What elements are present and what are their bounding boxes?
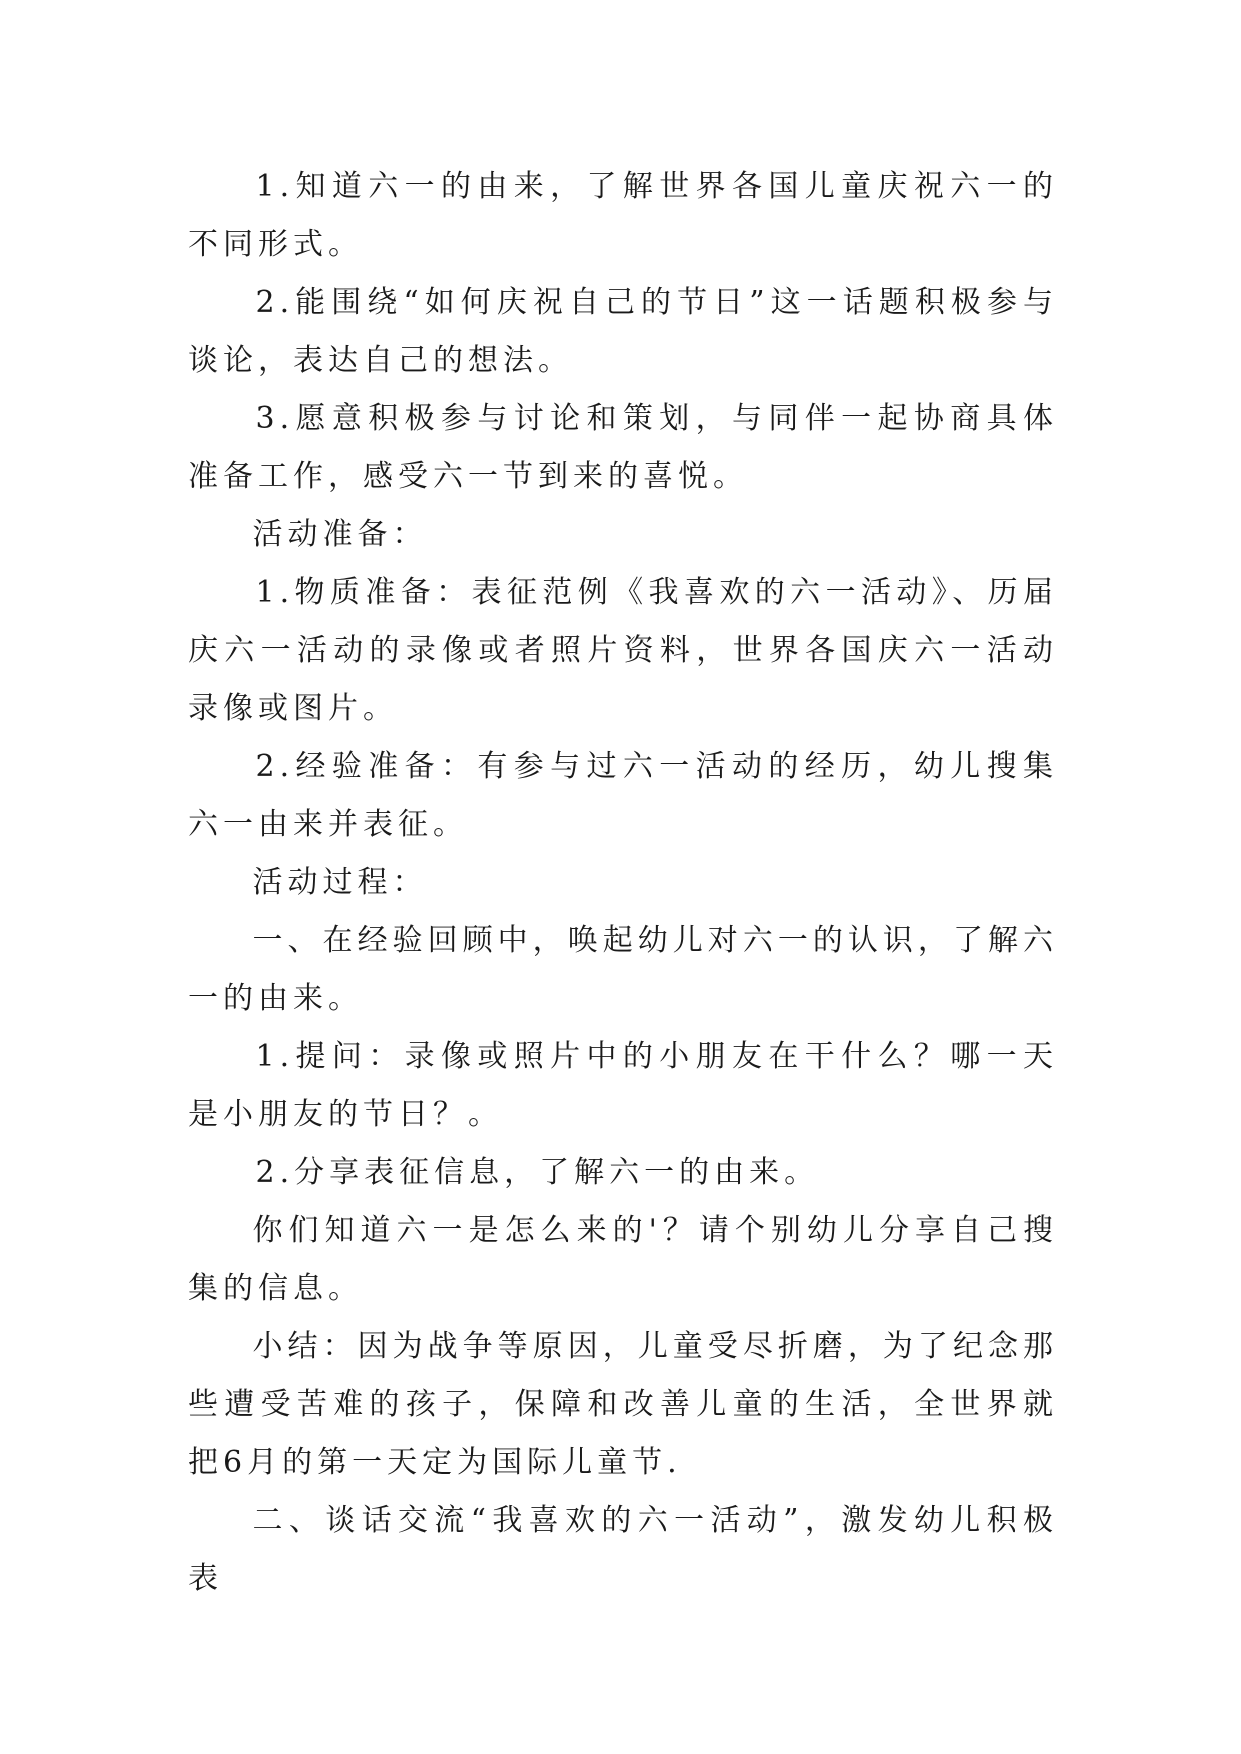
- document-body: [188, 158, 1058, 1608]
- process-prompt: 你们知道六一是怎么来的'？请个别幼儿分享自己搜集的信息。: [188, 1213, 1058, 1306]
- process-step-1: 一、在经验回顾中，唤起幼儿对六一的认识，了解六一的由来。: [188, 923, 1058, 1016]
- preparation-2: 2.经验准备：有参与过六一活动的经历，幼儿搜集六一由来并表征。: [188, 749, 1058, 842]
- process-summary: 小结：因为战争等原因，儿童受尽折磨，为了纪念那些遭受苦难的孩子，保障和改善儿童的生活，全世界就把6月的第一天定为国际儿童节.: [188, 1329, 1058, 1480]
- section-heading-preparation: 活动准备：: [252, 517, 428, 552]
- objective-2: 2.能围绕“如何庆祝自己的节日”这一话题积极参与谈论，表达自己的想法。: [188, 285, 1058, 378]
- objective-3: 3.愿意积极参与讨论和策划，与同伴一起协商具体准备工作，感受六一节到来的喜悦。: [188, 401, 1058, 494]
- section-heading-process: 活动过程：: [252, 865, 428, 900]
- process-step-2: 二、谈话交流“我喜欢的六一活动”，激发幼儿积极表: [188, 1503, 1058, 1596]
- preparation-1: 1.物质准备：表征范例《我喜欢的六一活动》、历届庆六一活动的录像或者照片资料，世界各国庆六一活动录像或图片。: [188, 575, 1058, 726]
- objective-1: 1.知道六一的由来，了解世界各国儿童庆祝六一的不同形式。: [188, 169, 1058, 262]
- process-step-1-question: 1.提问：录像或照片中的小朋友在干什么？哪一天是小朋友的节日？。: [188, 1039, 1058, 1132]
- process-step-1-share: 2.分享表征信息，了解六一的由来。: [255, 1155, 820, 1190]
